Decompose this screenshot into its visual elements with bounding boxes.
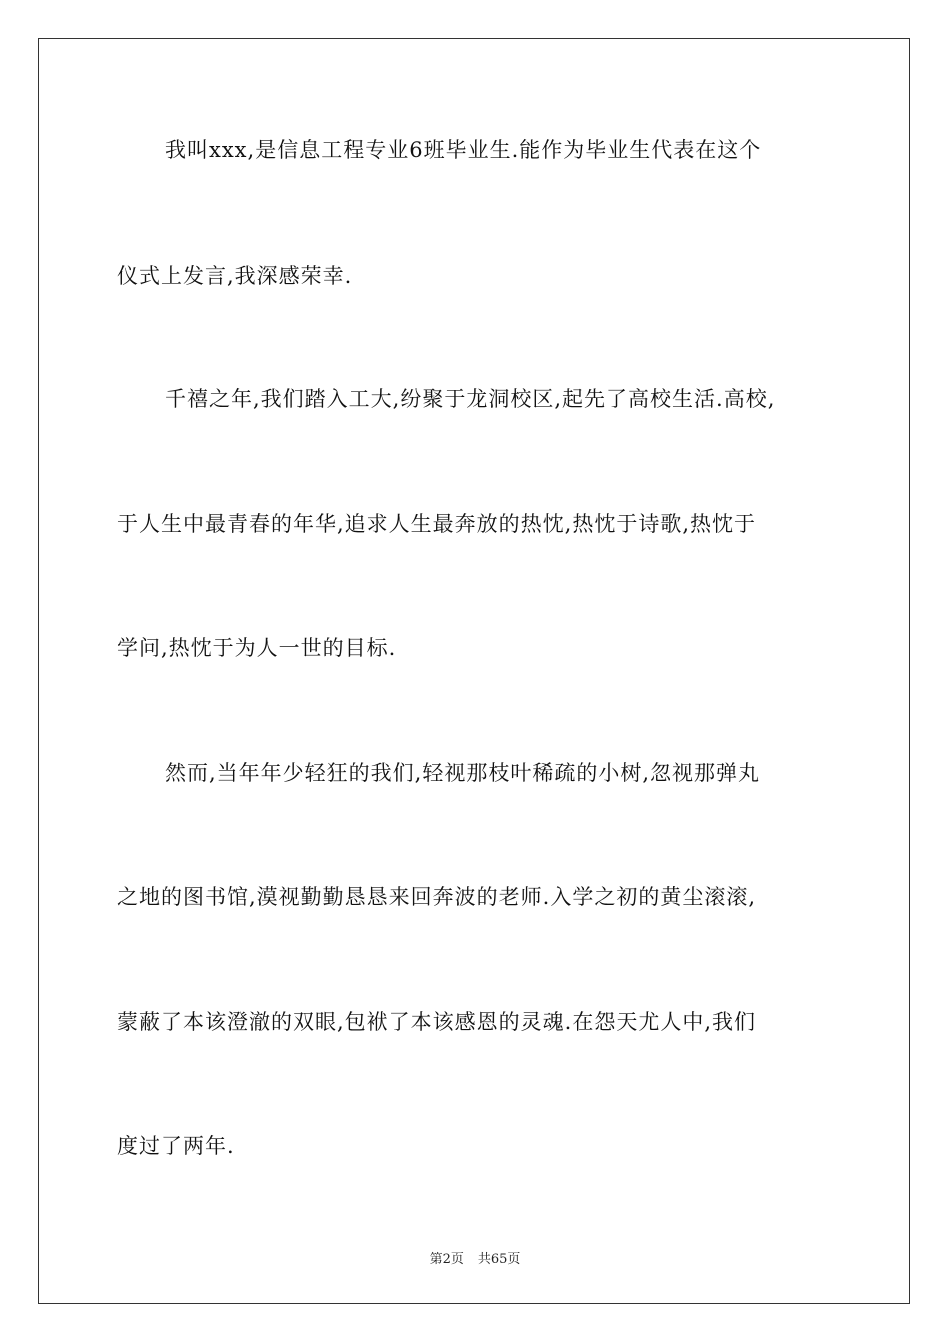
page-total: 共65页 <box>477 1252 521 1267</box>
paragraph-2-line-1: 千禧之年,我们踏入工大,纷聚于龙洞校区,起先了高校生活.高校, <box>165 387 776 411</box>
paragraph-3-line-3: 蒙蔽了本该澄澈的双眼,包袱了本该感恩的灵魂.在怨天尤人中,我们 <box>117 1010 757 1034</box>
paragraph-1-line-2: 仪式上发言,我深感荣幸. <box>117 264 353 288</box>
page-number: 第2页 <box>429 1252 464 1267</box>
paragraph-3-line-2: 之地的图书馆,漠视勤勤恳恳来回奔波的老师.入学之初的黄尘滚滚, <box>117 885 757 909</box>
paragraph-3-line-4: 度过了两年. <box>117 1134 235 1158</box>
page-footer <box>0 1248 950 1267</box>
paragraph-2-line-3: 学问,热忱于为人一世的目标. <box>117 636 397 660</box>
paragraph-3-line-1: 然而,当年年少轻狂的我们,轻视那枝叶稀疏的小树,忽视那弹丸 <box>165 761 761 785</box>
paragraph-1-line-1: 我叫xxx,是信息工程专业6班毕业生.能作为毕业生代表在这个 <box>165 138 762 162</box>
page-border <box>38 38 910 1304</box>
paragraph-2-line-2: 于人生中最青春的年华,追求人生最奔放的热忱,热忱于诗歌,热忱于 <box>117 512 757 536</box>
